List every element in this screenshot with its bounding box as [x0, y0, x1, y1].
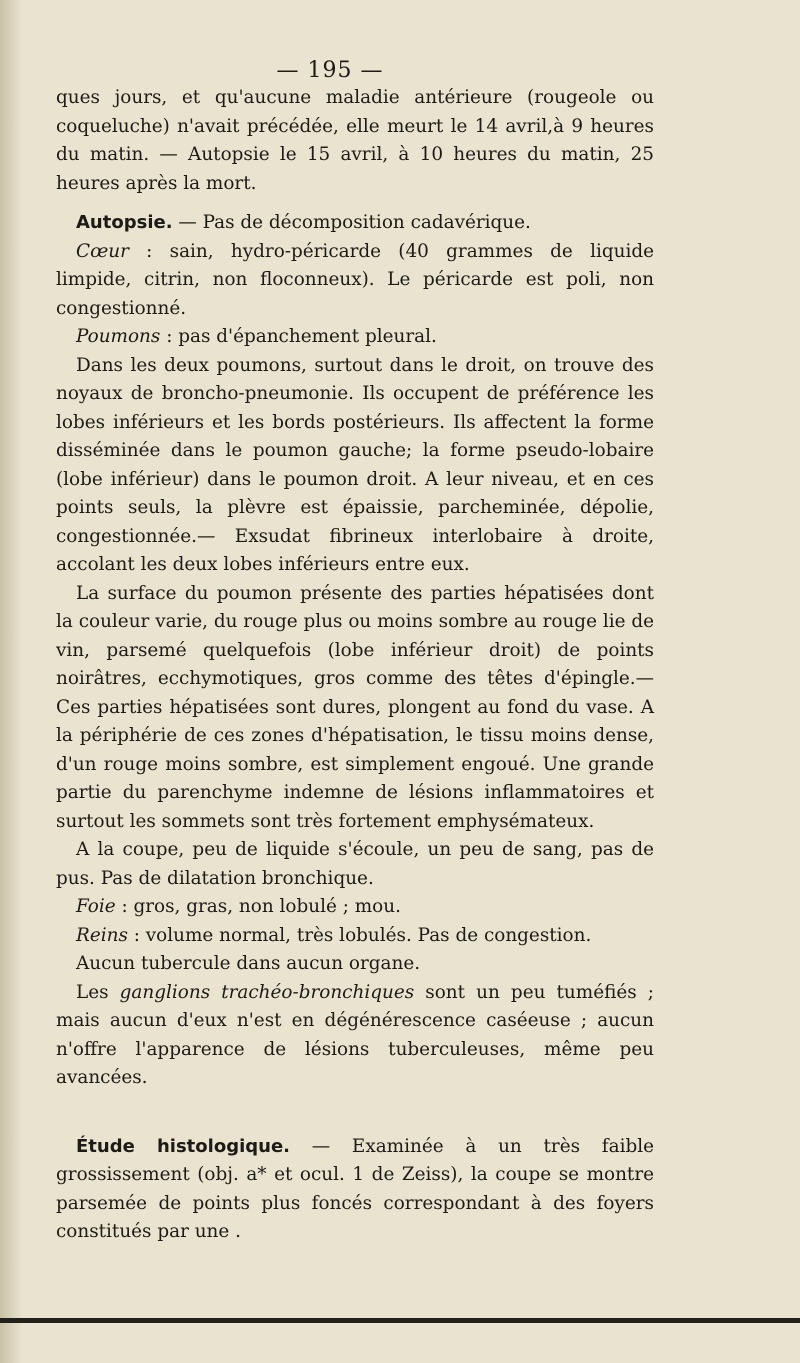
heading-poumons: Poumons: [76, 326, 161, 347]
paragraph-surface: La surface du poumon présente des parties hépatisées dont la couleur varie, du rouge plus ou moins sombre au rouge lie de vin, parsemé quelquefois (lobe inférieur droit) de points noirâtres, ecchymotiques, gros comme des têtes d'épingle.— Ces parties hépatisées sont dures, plongent au fond du vase. A la périphérie de ces zones d'hépatisation, le tissu moins dense, d'un rouge moins sombre, est simplement engoué. Une grande partie du parenchyme indemne de lésions inflammatoires et surtout les sommets sont très fortement emphysémateux.: [56, 582, 654, 832]
paragraph-ganglions: [56, 979, 654, 1093]
paragraph-autopsie: [56, 209, 654, 238]
paragraph-histologie-text: — Examinée à un très faible grossissement (obj. a* et ocul. 1 de Zeiss), la coupe se montre parsemée de points plus foncés correspondant à des foyers constitués par une .: [56, 1135, 654, 1242]
paragraph-autopsie-text: — Pas de décomposition cadavérique.: [172, 212, 531, 233]
heading-reins: Reins: [76, 924, 128, 946]
paragraph-ganglions-pre: Les: [76, 981, 120, 1003]
paragraph-coeur: [56, 238, 654, 324]
bottom-rule-divider: [0, 1318, 800, 1323]
paragraph-tubercule: Aucun tubercule dans aucun organe.: [76, 953, 421, 974]
heading-foie: Foie: [76, 896, 116, 917]
paragraph-histologie: [56, 1133, 654, 1247]
paragraph-poumons: [56, 323, 654, 352]
paragraph-reins: [56, 922, 654, 951]
heading-coeur: Cœur: [76, 240, 129, 262]
paragraph-foie-text: : gros, gras, non lobulé ; mou.: [115, 896, 401, 917]
paragraph-noyaux: Dans les deux poumons, surtout dans le droit, on trouve des noyaux de broncho-pneumonie. Ils occupent de préférence les lobes inférieurs et les bords postérieurs. Ils affectent la forme disséminée dans le poumon gauche; la forme pseudo-lobaire (lobe inférieur) dans le poumon droit. A leur niveau, et en ces points seuls, la plèvre est épaissie, parcheminée, dépolie, congestionnée.— Exsudat fibrineux interlobaire à droite, accolant les deux lobes inférieurs entre eux.: [56, 354, 654, 575]
paragraph-ganglions-text: sont un peu tuméfiés ; mais aucun d'eux n'est en dégénérescence caséeuse ; aucun n'offre l'apparence de lésions tuberculeuses, même peu avancées.: [56, 981, 654, 1088]
heading-autopsie: Autopsie.: [76, 212, 173, 233]
paragraph-coupe: A la coupe, peu de liquide s'écoule, un peu de sang, pas de pus. Pas de dilatation bronchique.: [56, 839, 654, 889]
body-text: [56, 84, 654, 1247]
page-number: — 195 —: [276, 58, 384, 83]
paragraph-continuation: ques jours, et qu'aucune maladie antérieure (rougeole ou coqueluche) n'avait précédée, elle meurt le 14 avril,à 9 heures du matin. — Autopsie le 15 avril, à 10 heures du matin, 25 heures après la mort.: [56, 87, 654, 194]
paragraph-reins-text: : volume normal, très lobulés. Pas de congestion.: [127, 924, 592, 946]
heading-ganglions: ganglions trachéo-bronchiques: [119, 981, 415, 1003]
paragraph-coeur-text: : sain, hydro-péricarde (40 grammes de liquide limpide, citrin, non floconneux). Le péricarde est poli, non congestionné.: [56, 240, 654, 319]
paragraph-poumons-text: : pas d'épanchement pleural.: [160, 326, 437, 347]
page-edge-shadow: [0, 0, 22, 1363]
heading-histologie: Étude histologique.: [76, 1135, 290, 1157]
paragraph-foie: [56, 893, 654, 922]
